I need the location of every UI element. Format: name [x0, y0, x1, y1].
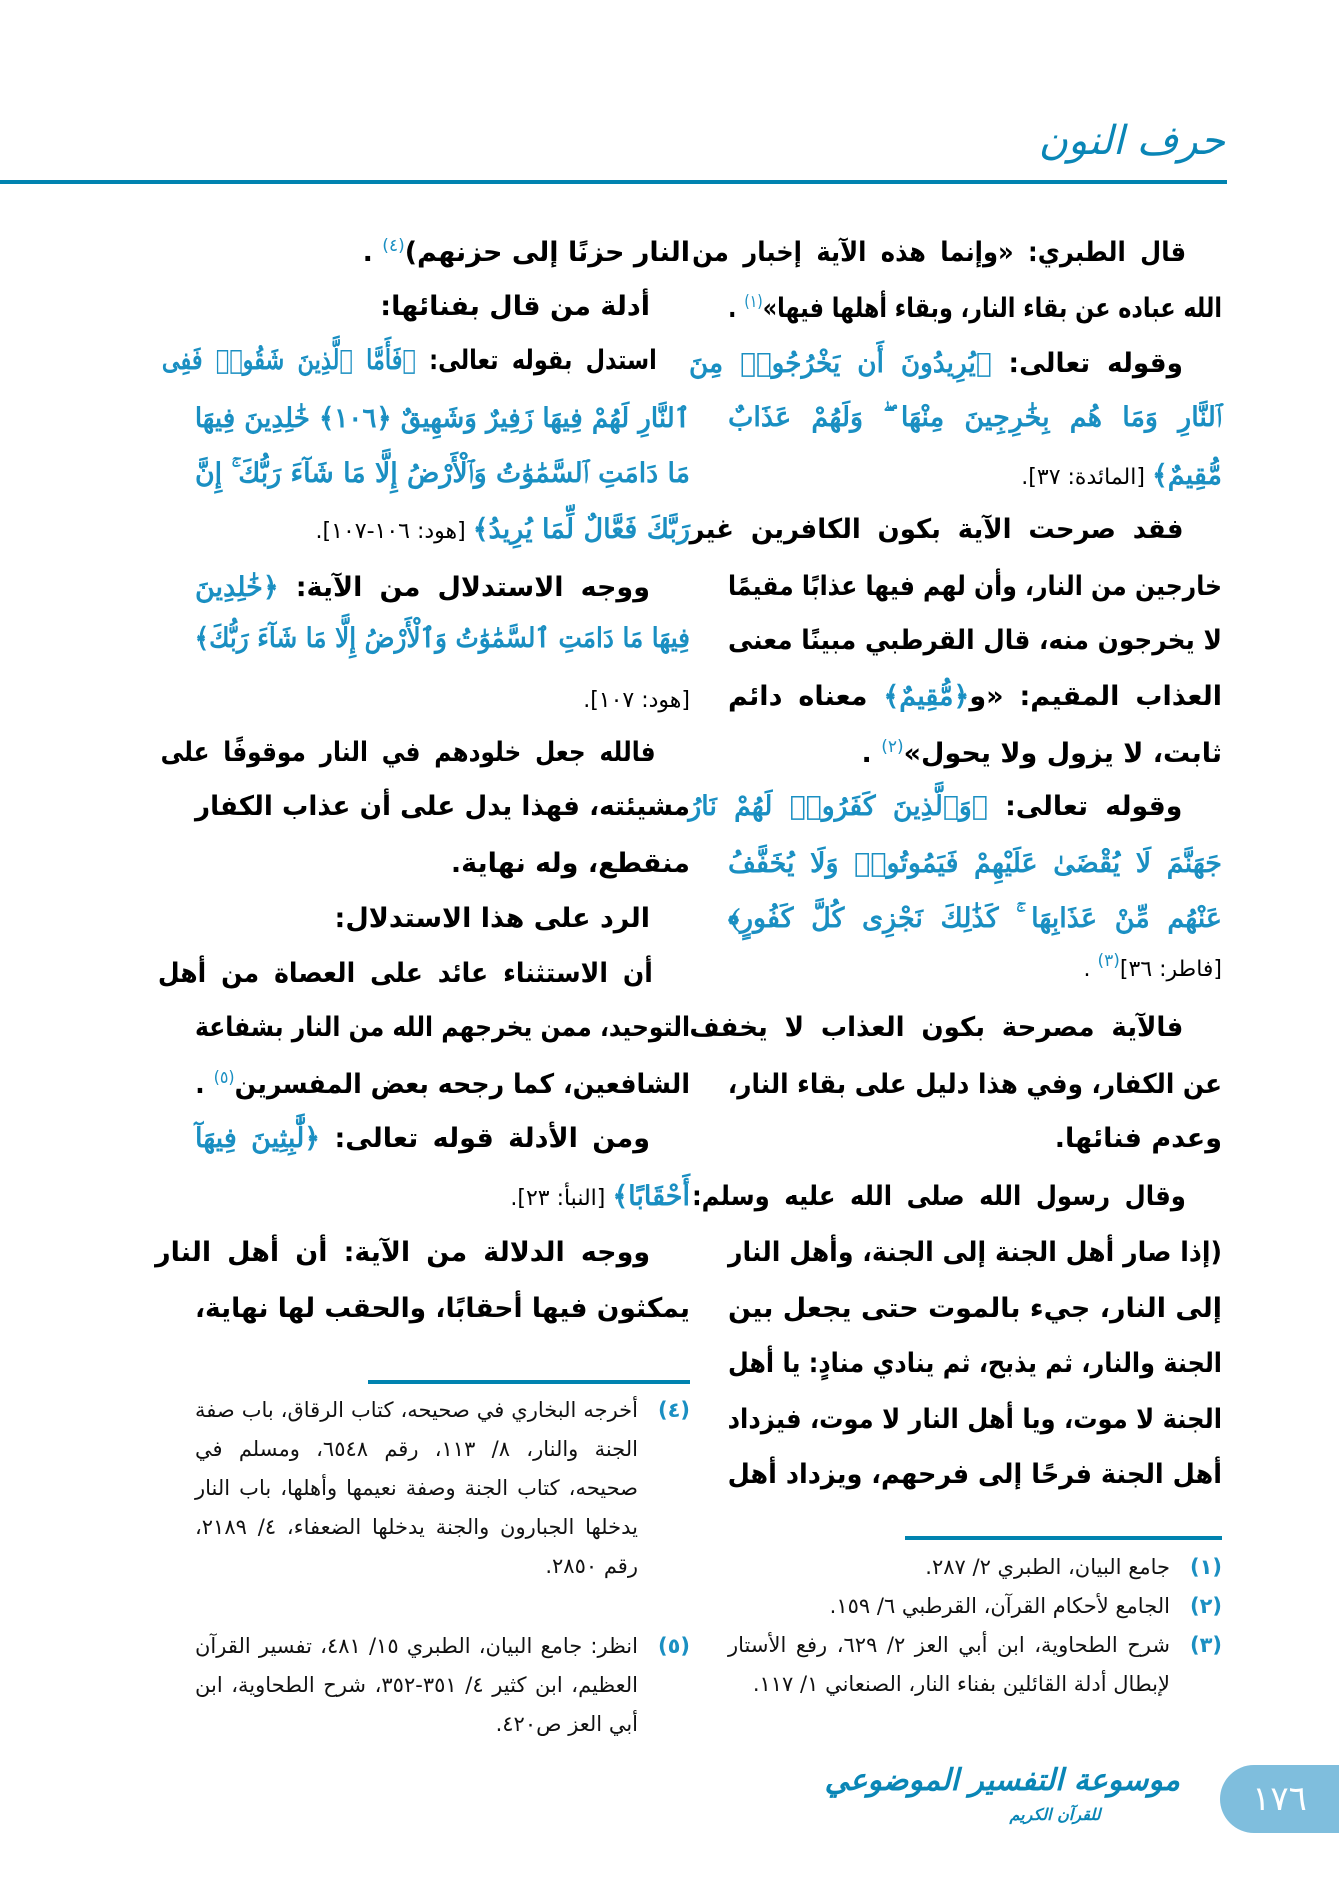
- quran-verse: عَنْهُم مِّنْ عَذَابِهَا ۚ كَذَٰلِكَ نَجْزِى كُلَّ كَفُورٍ﴾: [728, 903, 1222, 934]
- text-line: [195, 446, 690, 502]
- body-text: ووجه الاستدلال من الآية:: [278, 572, 650, 603]
- footnote-text: شرح الطحاوية، ابن أبي العز ٢/ ٦٢٩، رفع الأستار لإبطال أدلة القائلين بفناء النار، الصنعاني ١/ ١١٧.: [728, 1633, 1170, 1696]
- footnote-number: (١): [1189, 1555, 1222, 1579]
- quran-verse: رَبَّكَ فَعَّالٌ لِّمَا يُرِيدُ﴾: [472, 514, 690, 545]
- text-line: [688, 779, 1222, 835]
- verse-reference: [فاطر: ٣٦]: [1119, 957, 1222, 982]
- footnote-text: جامع البيان، الطبري ٢/ ٢٨٧.: [925, 1555, 1170, 1579]
- text-line: [158, 946, 690, 1002]
- footnote-marker[interactable]: (١): [744, 292, 763, 312]
- body-text: عن الكفار، وفي هذا دليل على بقاء النار،: [727, 1069, 1222, 1100]
- page-number-badge: ١٧٦: [1220, 1765, 1339, 1833]
- body-text: فقد صرحت الآية بكون الكافرين غير: [689, 514, 1184, 545]
- footnote-number: (٥): [657, 1634, 690, 1658]
- footnote-number: (٢): [1189, 1594, 1222, 1618]
- text-line: [692, 225, 1222, 281]
- body-text: التوحيد، ممن يخرجهم الله من النار بشفاعة: [195, 1012, 690, 1043]
- text-line: [728, 1225, 1222, 1281]
- text-line: [451, 836, 690, 892]
- quran-verse: أَحْقَابًا﴾: [612, 1181, 690, 1212]
- body-text: معناه دائم: [728, 681, 884, 712]
- text-line: [195, 560, 690, 616]
- body-text: أن الاستثناء عائد على العصاة من أهل: [157, 958, 653, 989]
- quran-verse: ﴿يُرِيدُونَ أَن يَخْرُجُوا۟ مِنَ: [689, 348, 992, 379]
- footnote-marker[interactable]: (٣): [1097, 951, 1120, 971]
- quran-verse: مَا دَامَتِ ٱلسَّمَٰوَٰتُ وَٱلْأَرْضُ إِلَّا مَا شَآءَ رَبُّكَ ۚ إِنَّ: [195, 458, 690, 489]
- text-line: [1021, 448, 1222, 504]
- footnote-marker[interactable]: (٤): [382, 236, 405, 256]
- body-text: ومن الأدلة قوله تعالى:: [320, 1123, 651, 1154]
- body-text: العذاب المقيم: «و: [969, 681, 1223, 712]
- body-text: وقوله تعالى:: [991, 348, 1184, 379]
- body-text: لا يخرجون منه، قال القرطبي مبينًا معنى: [728, 625, 1222, 656]
- body-text: .: [195, 1069, 214, 1100]
- body-text: منقطع، وله نهاية.: [450, 848, 690, 879]
- quran-verse: مُّقِيمٌ﴾: [1151, 460, 1222, 491]
- text-line: [692, 1169, 1222, 1225]
- body-text: النار حزنًا إلى حزنهم): [404, 237, 690, 268]
- text-line: [689, 336, 1222, 392]
- body-text: .: [727, 293, 745, 324]
- body-text: يمكثون فيها أحقابًا، والحقب لها نهاية،: [194, 1293, 690, 1324]
- verse-reference: [هود: ١٠٦-١٠٧].: [315, 519, 473, 544]
- text-line: [728, 281, 1222, 337]
- body-text: الجنة والنار، ثم يذبح، ثم ينادي منادٍ: يا أهل: [728, 1348, 1222, 1379]
- text-line: [583, 671, 690, 727]
- text-line: [195, 1281, 690, 1337]
- body-text: استدل بقوله تعالى:: [415, 345, 657, 376]
- body-text: الجنة لا موت، ويا أهل النار لا موت، فيزداد: [727, 1404, 1222, 1435]
- text-line: [510, 1169, 690, 1225]
- text-line: [728, 1447, 1222, 1503]
- text-line: [380, 279, 690, 335]
- body-text: ثابت، لا يزول ولا يحول»: [903, 738, 1222, 769]
- body-text: وقوله تعالى:: [987, 791, 1183, 822]
- quran-verse: ﴿وَٱلَّذِينَ كَفَرُوا۟ لَهُمْ نَارُ: [688, 791, 988, 822]
- body-text: (إذا صار أهل الجنة إلى الجنة، وأهل النار: [728, 1237, 1222, 1268]
- body-text: الله عباده عن بقاء النار، وبقاء أهلها فيها»: [762, 293, 1222, 324]
- footnote-number: (٤): [657, 1398, 690, 1422]
- footnote: [728, 1587, 1222, 1626]
- text-line: [363, 225, 690, 281]
- footnote-marker[interactable]: (٥): [213, 1068, 235, 1088]
- quran-verse: ٱلنَّارِ لَهُمْ فِيهَا زَفِيرٌ وَشَهِيقٌ ﴿١٠٦﴾ خَٰلِدِينَ فِيهَا: [194, 403, 690, 434]
- body-text: وقال رسول الله صلى الله عليه وسلم:: [691, 1181, 1186, 1212]
- logo-title: موسوعة التفسير الموضوعي: [824, 1763, 1180, 1798]
- quran-verse: جَهَنَّمَ لَا يُقْضَىٰ عَلَيْهِمْ فَيَمُوتُوا۟ وَلَا يُخَفَّفُ: [728, 848, 1222, 879]
- text-line: [728, 836, 1222, 892]
- text-line: [728, 891, 1222, 947]
- verse-reference: [هود: ١٠٧].: [583, 688, 690, 713]
- text-line: [155, 1225, 690, 1281]
- quran-verse: فِيهَا مَا دَامَتِ ٱلسَّمَٰوَٰتُ وَٱلْأَرْضُ إِلَّا مَا شَآءَ رَبُّكَ﴾: [194, 623, 690, 654]
- text-line: [195, 1000, 690, 1056]
- text-line: [728, 613, 1222, 669]
- body-text: قال الطبري: «وإنما هذه الآية إخبار من: [692, 237, 1187, 268]
- text-line: [1055, 1111, 1222, 1167]
- body-text: أهل الجنة فرحًا إلى فرحهم، ويزداد أهل: [727, 1459, 1222, 1490]
- footnote-marker[interactable]: (٢): [881, 737, 904, 757]
- footnote: [728, 1626, 1222, 1704]
- text-line: [195, 779, 690, 835]
- text-line: [195, 1111, 690, 1167]
- footnote-divider-right: [905, 1536, 1222, 1540]
- footnote-number: (٣): [1189, 1633, 1222, 1657]
- body-text: .: [861, 738, 882, 769]
- quran-verse: ﴿لَّٰبِثِينَ فِيهَآ: [195, 1123, 321, 1154]
- text-line: [689, 502, 1222, 558]
- body-text: أدلة من قال بفنائها:: [380, 291, 650, 322]
- chapter-title: حرف النون: [1038, 118, 1225, 164]
- footnote-text: الجامع لأحكام القرآن، القرطبي ٦/ ١٥٩.: [829, 1594, 1170, 1618]
- body-text: .: [362, 237, 383, 268]
- quran-verse: ﴿فَأَمَّا ٱلَّذِينَ شَقُوا۟ فَفِى: [161, 345, 416, 376]
- body-text: مشيئته، فهذا يدل على أن عذاب الكفار: [195, 791, 690, 822]
- quran-verse: ﴿خَٰلِدِينَ: [195, 572, 279, 603]
- encyclopedia-logo: [824, 1758, 1180, 1842]
- quran-verse: ﴿مُّقِيمٌ﴾: [883, 681, 970, 712]
- body-text: وعدم فنائها.: [1054, 1123, 1222, 1154]
- text-line: [728, 1281, 1222, 1337]
- text-line: [728, 1336, 1222, 1392]
- body-text: فالله جعل خلودهم في النار موقوفًا على: [160, 737, 656, 768]
- footnote-text: أخرجه البخاري في صحيحه، كتاب الرقاق، باب صفة الجنة والنار، ٨/ ١١٣، رقم ٦٥٤٨، ومسلم في صحيحه، كتاب الجنة وصفة نعيمها وأهلها، باب النار يدخلها الجبارون والجنة يدخلها الضعفاء، ٤/ ٢١٨٩، رقم ٢٨٥٠.: [195, 1398, 638, 1578]
- text-line: [728, 669, 1222, 725]
- text-line: [195, 391, 690, 447]
- body-text: ووجه الدلالة من الآية: أن أهل النار: [155, 1237, 651, 1268]
- text-line: [728, 559, 1222, 615]
- body-text: فالآية مصرحة بكون العذاب لا يخفف: [689, 1012, 1184, 1043]
- text-line: [689, 1000, 1222, 1056]
- footnote: [728, 1548, 1222, 1587]
- text-line: [161, 725, 690, 781]
- text-line: [728, 1057, 1222, 1113]
- verse-reference: [النبأ: ٢٣].: [510, 1186, 613, 1211]
- body-text: خارجين من النار، وأن لهم فيها عذابًا مقيمًا: [728, 571, 1222, 602]
- text-line: [1083, 940, 1222, 996]
- text-line: [162, 333, 690, 389]
- footnote: [195, 1391, 690, 1586]
- verse-reference: [المائدة: ٣٧].: [1021, 465, 1152, 490]
- footnote-divider-left: [368, 1380, 690, 1384]
- text-line: [728, 1392, 1222, 1448]
- logo-subtitle: للقرآن الكريم: [1009, 1805, 1101, 1824]
- text-line: [862, 726, 1222, 782]
- left-column: [155, 0, 690, 1340]
- verse-reference: .: [1083, 957, 1098, 982]
- text-line: [195, 1057, 690, 1113]
- right-column: [688, 0, 1223, 1500]
- body-text: الرد على هذا الاستدلال:: [334, 903, 650, 934]
- footnote-text: انظر: جامع البيان، الطبري ١٥/ ٤٨١، تفسير القرآن العظيم، ابن كثير ٤/ ٣٥١-٣٥٢، شرح الطحاوية، ابن أبي العز ص٤٢٠.: [195, 1634, 638, 1736]
- text-line: [316, 502, 690, 558]
- text-line: [335, 891, 690, 947]
- text-line: [195, 611, 690, 667]
- body-text: الشافعين، كما رجحه بعض المفسرين: [234, 1069, 690, 1100]
- footnote: [195, 1627, 690, 1744]
- quran-verse: ٱلنَّارِ وَمَا هُم بِخَٰرِجِينَ مِنْهَا ۖ وَلَهُمْ عَذَابٌ: [728, 402, 1222, 433]
- text-line: [728, 390, 1222, 446]
- body-text: إلى النار، جيء بالموت حتى يجعل بين: [728, 1293, 1222, 1324]
